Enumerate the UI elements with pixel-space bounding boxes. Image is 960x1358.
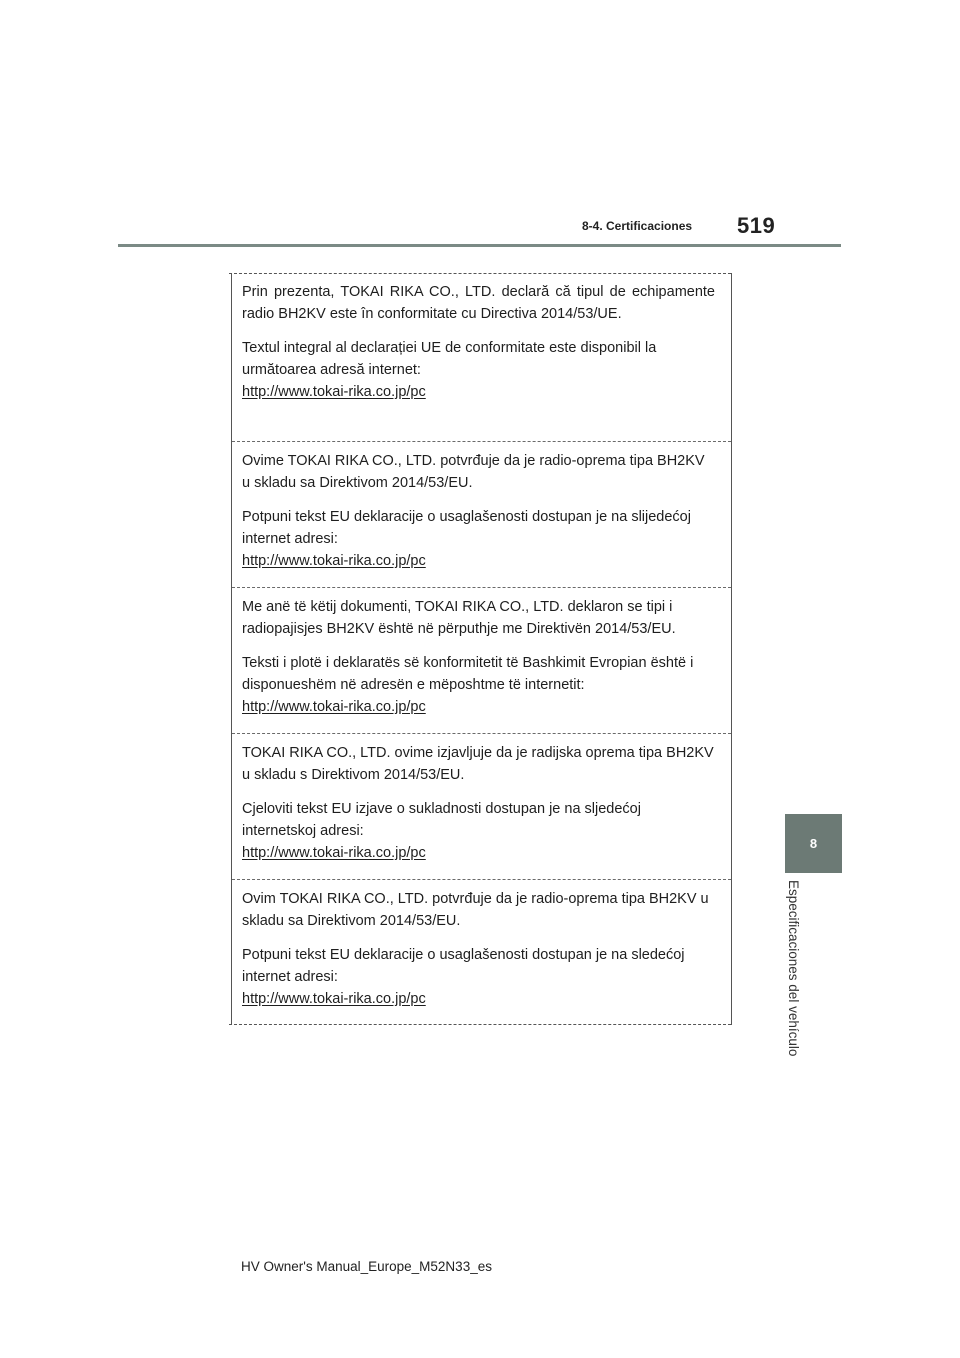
declaration-statement: Ovim TOKAI RIKA CO., LTD. potvrđuje da je radio-oprema tipa BH2KV u skladu sa Direktivom 2014/53/EU. <box>242 891 709 929</box>
declaration-availability: Teksti i plotë i deklaratës së konformitetit të Bashkimit Evropian është i disponueshëm në adresën e mëposhtme të internetit: <box>242 655 694 693</box>
page-number: 519 <box>737 213 776 238</box>
declaration-statement: Ovime TOKAI RIKA CO., LTD. potvrđuje da je radio-oprema tipa BH2KV u skladu sa Direktivom 2014/53/EU. <box>242 453 705 491</box>
chapter-side-label <box>779 880 809 1060</box>
declaration-romanian <box>232 273 731 441</box>
declaration-albanian <box>232 587 731 733</box>
declaration-montenegrin <box>232 441 731 587</box>
declarations-box <box>231 273 732 1025</box>
declaration-availability: Textul integral al declarației UE de conformitate este disponibil la următoarea adresă internet: <box>242 340 657 378</box>
declaration-link[interactable]: http://www.tokai-rika.co.jp/pc <box>242 845 426 861</box>
declaration-link[interactable]: http://www.tokai-rika.co.jp/pc <box>242 991 426 1007</box>
declaration-serbian <box>232 879 731 1025</box>
declaration-link[interactable]: http://www.tokai-rika.co.jp/pc <box>242 384 426 400</box>
header-divider <box>118 244 841 247</box>
declaration-croatian <box>232 733 731 879</box>
chapter-label: Especificaciones del vehículo <box>786 880 801 1057</box>
declaration-statement: Me anë të këtij dokumenti, TOKAI RIKA CO., LTD. deklaron se tipi i radiopajisjes BH2KV është në përputhje me Direktivën 2014/53/EU. <box>242 599 676 637</box>
section-title: 8-4. Certificaciones <box>582 219 693 233</box>
manual-footer: HV Owner's Manual_Europe_M52N33_es <box>241 1259 492 1274</box>
declaration-availability: Potpuni tekst EU deklaracije o usaglašenosti dostupan je na sledećoj internet adresi: <box>242 947 685 985</box>
declaration-statement: TOKAI RIKA CO., LTD. ovime izjavljuje da je radijska oprema tipa BH2KV u skladu s Direktivom 2014/53/EU. <box>242 745 714 783</box>
chapter-number: 8 <box>809 836 818 851</box>
declaration-availability: Cjeloviti tekst EU izjave o sukladnosti dostupan je na sljedećoj internetskoj adresi: <box>242 801 641 839</box>
declaration-link[interactable]: http://www.tokai-rika.co.jp/pc <box>242 553 426 569</box>
chapter-tab[interactable] <box>785 814 842 873</box>
declaration-availability: Potpuni tekst EU deklaracije o usaglašenosti dostupan je na slijedećoj internet adresi: <box>242 509 691 547</box>
declaration-statement: Prin prezenta, TOKAI RIKA CO., LTD. declară că tipul de echipamente radio BH2KV este în conformitate cu Directiva 2014/53/UE. <box>242 284 715 322</box>
declaration-link[interactable]: http://www.tokai-rika.co.jp/pc <box>242 699 426 715</box>
